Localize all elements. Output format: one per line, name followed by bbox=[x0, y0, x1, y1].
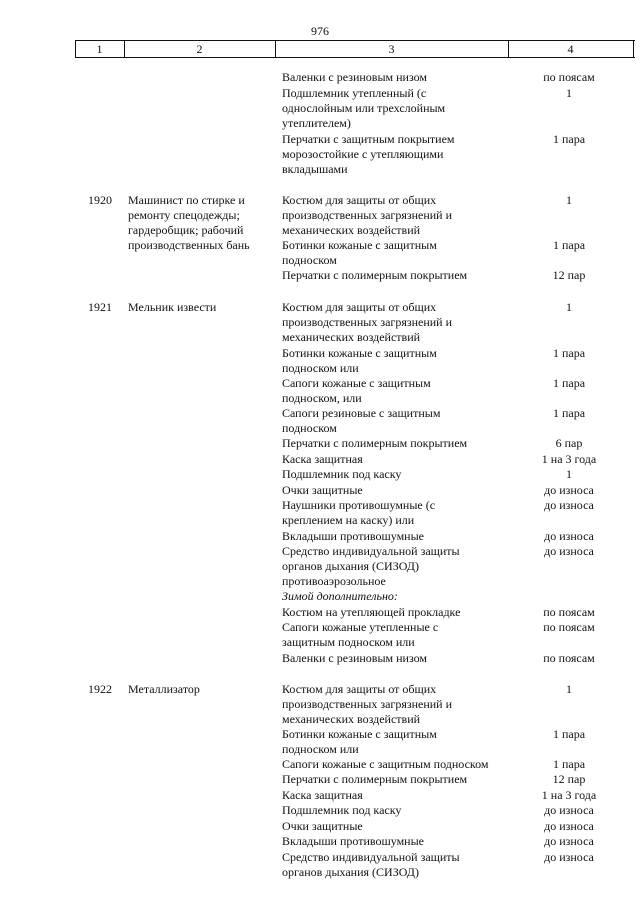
ppe-item-line: подноском или bbox=[282, 361, 359, 375]
ppe-item bbox=[282, 651, 522, 666]
profession-line: Машинист по стирке и bbox=[128, 193, 245, 207]
profession-line: гардеробщик; рабочий bbox=[128, 223, 244, 237]
ppe-item-line: Очки защитные bbox=[282, 819, 363, 833]
ppe-item-line: механических воздействий bbox=[282, 330, 421, 344]
ppe-item bbox=[282, 132, 522, 177]
profession-line: Металлизатор bbox=[128, 682, 200, 696]
ppe-quantity: 1 пара bbox=[552, 376, 586, 390]
header-col-3: 3 bbox=[388, 42, 395, 56]
ppe-item-line: однослойным или трехслойным bbox=[282, 101, 446, 115]
ppe-quantity: 1 пара bbox=[552, 727, 586, 741]
ppe-quantity: до износа bbox=[544, 483, 594, 497]
ppe-item-line: Ботинки кожаные с защитным bbox=[282, 346, 437, 360]
ppe-item-line: Очки защитные bbox=[282, 483, 363, 497]
ppe-item bbox=[282, 483, 522, 498]
ppe-item-line: механических воздействий bbox=[282, 223, 421, 237]
ppe-item-line: механических воздействий bbox=[282, 712, 421, 726]
ppe-item-line: Перчатки с защитным покрытием bbox=[282, 132, 455, 146]
ppe-item bbox=[282, 238, 522, 268]
ppe-quantity: до износа bbox=[544, 544, 594, 558]
header-col-2: 2 bbox=[196, 42, 203, 56]
ppe-quantity: по поясам bbox=[543, 70, 595, 84]
ppe-item bbox=[282, 727, 522, 757]
ppe-item bbox=[282, 772, 522, 787]
ppe-item bbox=[282, 803, 522, 818]
ppe-item-line: Каска защитная bbox=[282, 788, 363, 802]
header-col-1: 1 bbox=[96, 42, 103, 56]
ppe-item-line: подноском bbox=[282, 421, 337, 435]
ppe-quantity: 12 пар bbox=[552, 268, 586, 282]
ppe-item-line: Сапоги кожаные утепленные с bbox=[282, 620, 439, 634]
ppe-quantity: по поясам bbox=[543, 620, 595, 634]
ppe-quantity: по поясам bbox=[543, 651, 595, 665]
ppe-quantity: до износа bbox=[544, 834, 594, 848]
ppe-item-line: Сапоги кожаные с защитным подноском bbox=[282, 757, 489, 771]
ppe-quantity: 1 bbox=[566, 86, 572, 100]
ppe-item-line: Ботинки кожаные с защитным bbox=[282, 727, 437, 741]
ppe-item-line: Перчатки с полимерным покрытием bbox=[282, 772, 468, 786]
ppe-item-line: противоаэрозольное bbox=[282, 574, 386, 588]
row-number: 1921 bbox=[88, 300, 112, 314]
ppe-item-line: подноском или bbox=[282, 742, 359, 756]
ppe-item bbox=[282, 436, 522, 451]
ppe-item-line: производственных загрязнений и bbox=[282, 315, 453, 329]
ppe-item bbox=[282, 70, 522, 85]
ppe-quantity: 1 bbox=[566, 300, 572, 314]
ppe-quantity: по поясам bbox=[543, 605, 595, 619]
ppe-item bbox=[282, 498, 522, 528]
profession-line: ремонту спецодежды; bbox=[128, 208, 240, 222]
ppe-quantity: 1 пара bbox=[552, 346, 586, 360]
ppe-item bbox=[282, 589, 522, 604]
profession-line: производственных бань bbox=[128, 238, 250, 252]
ppe-item-line: Ботинки кожаные с защитным bbox=[282, 238, 437, 252]
profession bbox=[128, 682, 278, 697]
ppe-item-line: Наушники противошумные (с bbox=[282, 498, 436, 512]
ppe-item-line: морозостойкие с утепляющими bbox=[282, 147, 444, 161]
ppe-quantity: 6 пар bbox=[555, 436, 583, 450]
header-col-4: 4 bbox=[567, 42, 574, 56]
ppe-item bbox=[282, 544, 522, 589]
ppe-item-line: производственных загрязнений и bbox=[282, 208, 453, 222]
ppe-quantity: до износа bbox=[544, 529, 594, 543]
ppe-item bbox=[282, 788, 522, 803]
ppe-item-line: креплением на каску) или bbox=[282, 513, 415, 527]
ppe-quantity: 1 пара bbox=[552, 757, 586, 771]
ppe-item-line: утеплителем) bbox=[282, 116, 351, 130]
profession bbox=[128, 193, 278, 253]
ppe-quantity: 1 bbox=[566, 682, 572, 696]
ppe-quantity: 1 пара bbox=[552, 132, 586, 146]
ppe-item-line: Вкладыши противошумные bbox=[282, 834, 424, 848]
table-header bbox=[75, 40, 635, 58]
ppe-item bbox=[282, 757, 522, 772]
ppe-item-line: Костюм для защиты от общих bbox=[282, 300, 437, 314]
ppe-item-line: Костюм для защиты от общих bbox=[282, 682, 437, 696]
ppe-item-line: Валенки с резиновым низом bbox=[282, 70, 428, 84]
ppe-item-line: Средство индивидуальной защиты bbox=[282, 850, 460, 864]
row-number: 1920 bbox=[88, 193, 112, 207]
ppe-item-line: Зимой дополнительно: bbox=[282, 589, 398, 603]
ppe-item bbox=[282, 452, 522, 467]
ppe-item bbox=[282, 834, 522, 849]
ppe-item-line: производственных загрязнений и bbox=[282, 697, 453, 711]
header-divider bbox=[633, 41, 634, 57]
ppe-quantity: до износа bbox=[544, 850, 594, 864]
ppe-quantity: 1 на 3 года bbox=[541, 452, 597, 466]
ppe-quantity: 1 на 3 года bbox=[541, 788, 597, 802]
ppe-quantity: 1 bbox=[566, 467, 572, 481]
ppe-item bbox=[282, 529, 522, 544]
ppe-item-line: подноском bbox=[282, 253, 337, 267]
ppe-quantity: до износа bbox=[544, 803, 594, 817]
ppe-item-line: подноском, или bbox=[282, 391, 362, 405]
ppe-item-line: Подшлемник под каску bbox=[282, 467, 402, 481]
ppe-item bbox=[282, 620, 522, 650]
profession-line: Мельник извести bbox=[128, 300, 217, 314]
ppe-item bbox=[282, 193, 522, 238]
ppe-item bbox=[282, 850, 522, 880]
ppe-item bbox=[282, 86, 522, 131]
ppe-item bbox=[282, 605, 522, 620]
ppe-item-line: вкладышами bbox=[282, 162, 348, 176]
page-number: 976 bbox=[311, 24, 329, 38]
ppe-quantity: 1 bbox=[566, 193, 572, 207]
ppe-item bbox=[282, 268, 522, 283]
ppe-item-line: органов дыхания (СИЗОД) bbox=[282, 559, 419, 573]
ppe-item-line: Средство индивидуальной защиты bbox=[282, 544, 460, 558]
ppe-item bbox=[282, 819, 522, 834]
row-number: 1922 bbox=[88, 682, 112, 696]
ppe-item-line: Сапоги резиновые с защитным bbox=[282, 406, 441, 420]
ppe-item bbox=[282, 346, 522, 376]
ppe-item bbox=[282, 682, 522, 727]
ppe-quantity: 12 пар bbox=[552, 772, 586, 786]
ppe-item bbox=[282, 300, 522, 345]
ppe-quantity: 1 пара bbox=[552, 406, 586, 420]
ppe-item-line: Перчатки с полимерным покрытием bbox=[282, 436, 468, 450]
ppe-quantity: 1 пара bbox=[552, 238, 586, 252]
ppe-item-line: Подшлемник утепленный (с bbox=[282, 86, 427, 100]
ppe-quantity: до износа bbox=[544, 819, 594, 833]
ppe-item-line: Костюм для защиты от общих bbox=[282, 193, 437, 207]
ppe-item bbox=[282, 406, 522, 436]
ppe-item bbox=[282, 467, 522, 482]
ppe-item-line: органов дыхания (СИЗОД) bbox=[282, 865, 419, 879]
ppe-item-line: Каска защитная bbox=[282, 452, 363, 466]
ppe-item-line: Валенки с резиновым низом bbox=[282, 651, 428, 665]
ppe-item bbox=[282, 376, 522, 406]
ppe-item-line: Костюм на утепляющей прокладке bbox=[282, 605, 461, 619]
ppe-item-line: Перчатки с полимерным покрытием bbox=[282, 268, 468, 282]
ppe-quantity: до износа bbox=[544, 498, 594, 512]
ppe-item-line: защитным подноском или bbox=[282, 635, 415, 649]
ppe-item-line: Сапоги кожаные с защитным bbox=[282, 376, 431, 390]
ppe-item-line: Подшлемник под каску bbox=[282, 803, 402, 817]
profession bbox=[128, 300, 278, 315]
ppe-item-line: Вкладыши противошумные bbox=[282, 529, 424, 543]
